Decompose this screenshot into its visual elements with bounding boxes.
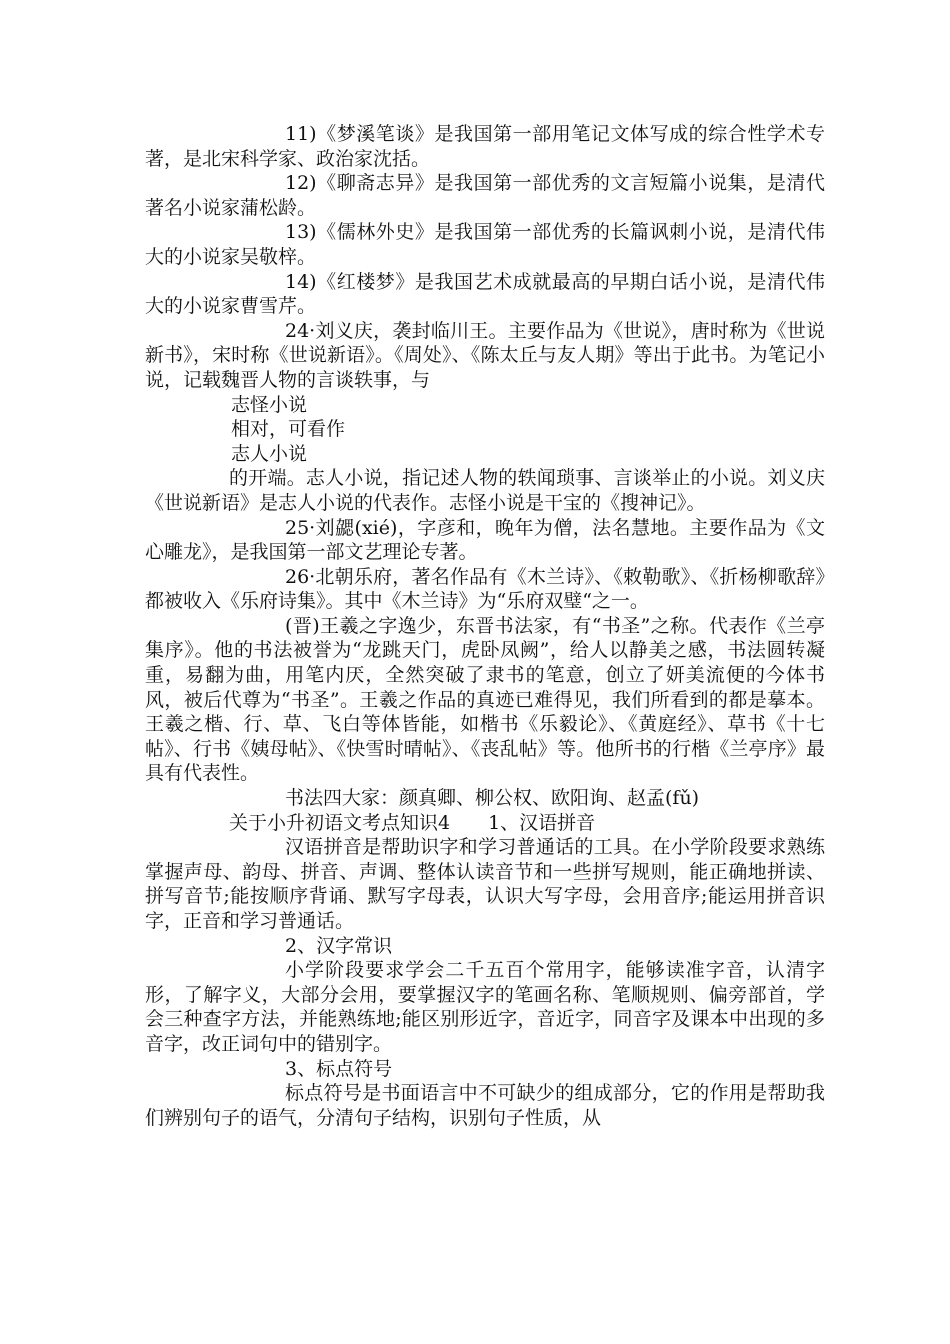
section-heading-biaodian: 3、标点符号 — [285, 1057, 393, 1080]
paragraph-mengxi-bitan: 11)《梦溪笔谈》是我国第一部用笔记文体写成的综合性学术专著，是北宋科学家、政治家沈括。 — [145, 123, 825, 170]
paragraph-biaodian: 标点符号是书面语言中不可缺少的组成部分，它的作用是帮助我们辨别句子的语气，分清句子结构，识别句子性质，从 — [145, 1082, 825, 1129]
paragraph-liu-yiqing: 24·刘义庆，袭封临川王。主要作品为《世说》，唐时称为《世说新书》，宋时称《世说新语》。《周处》、《陈太丘与友人期》等出于此书。为笔记小说，记载魏晋人物的言谈轶事，与 — [145, 319, 825, 391]
paragraph-zhiguai-xiaoshuo: 志怪小说 — [231, 393, 308, 416]
paragraph-wang-xizhi: (晋)王羲之字逸少，东晋书法家，有“书圣”之称。代表作《兰亭集序》。他的书法被誉为“龙跳天门，虎卧凤阙”，给人以静美之感，书法圆转凝重，易翻为曲，用笔内厌，全然突破了隶书的笔意，创立了妍美流便的今体书风，被后代尊为“书圣”。王羲之作品的真迹已难得见，我们所看到的都是摹本。王羲之楷、行、草、飞白等体皆能，如楷书《乐毅论》、《黄庭经》、草书《十七帖》、行书《姨母帖》、《快雪时晴帖》、《丧乱帖》等。他所书的行楷《兰亭序》最具有代表性。 — [145, 614, 825, 785]
paragraph-kaiduan: 的开端。志人小说，指记述人物的轶闻琐事、言谈举止的小说。刘义庆《世说新语》是志人小说的代表作。志怪小说是干宝的《搜神记》。 — [145, 467, 825, 514]
paragraph-xiangdui: 相对，可看作 — [231, 418, 346, 441]
paragraph-liu-xie: 25·刘勰(xié)，字彦和，晚年为僧，法名慧地。主要作品为《文心雕龙》，是我国第一部文艺理论专著。 — [145, 516, 825, 564]
paragraph-pinyin: 汉语拼音是帮助识字和学习普通话的工具。在小学阶段要求熟练掌握声母、韵母、拼音、声调、整体认读音节和一些拼写规则，能正确地拼读、拼写音节;能按顺序背诵、默写字母表，认识大写字母，会用音序;能运用拼音识字，正音和学习普通话。 — [145, 836, 825, 932]
paragraph-beichao-yuefu: 26·北朝乐府，著名作品有《木兰诗》、《敕勒歌》、《折杨柳歌辞》都被收入《乐府诗集》。其中《木兰诗》为“乐府双璧“之一。 — [145, 565, 825, 613]
paragraph-hongloumeng: 14)《红楼梦》是我国艺术成就最高的早期白话小说，是清代伟大的小说家曹雪芹。 — [145, 270, 825, 318]
paragraph-rulin-waishi: 13)《儒林外史》是我国第一部优秀的长篇讽刺小说，是清代伟大的小说家吴敬梓。 — [145, 221, 825, 268]
paragraph-shufa-sidajia: 书法四大家：颜真卿、柳公权、欧阳询、赵孟(fǔ) — [285, 787, 700, 810]
section-heading-hanzi: 2、汉字常识 — [285, 934, 393, 957]
section-heading-pinyin: 关于小升初语文考点知识4 1、汉语拼音 — [229, 811, 596, 834]
paragraph-liaozhai-zhiyi: 12)《聊斋志异》是我国第一部优秀的文言短篇小说集，是清代著名小说家蒲松龄。 — [145, 172, 825, 219]
paragraph-zhiren-xiaoshuo: 志人小说 — [231, 442, 308, 465]
document-body — [145, 122, 825, 1130]
paragraph-hanzi: 小学阶段要求学会二千五百个常用字，能够读准字音，认清字形，了解字义，大部分会用，要掌握汉字的笔画名称、笔顺规则、偏旁部首，学会三种查字方法，并能熟练地;能区别形近字，音近字，同音字及课本中出现的多音字，改正词句中的错别字。 — [145, 959, 825, 1055]
